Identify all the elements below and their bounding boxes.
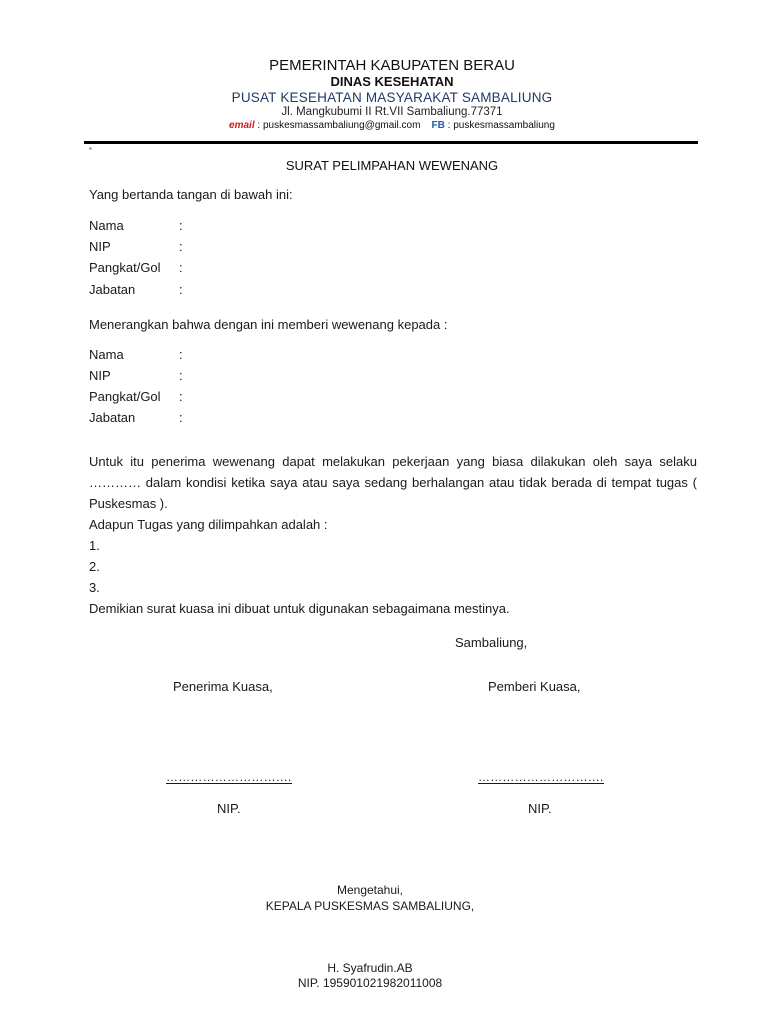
letterhead-contact [80,120,704,131]
grantor-rank-colon: : [179,260,183,275]
receiver-nip: NIP. [217,801,241,816]
divider-mark-icon: ▪ [89,144,92,153]
receiver-label: Penerima Kuasa, [173,679,273,694]
head-nip: NIP. 195901021982011008 [297,976,443,990]
giver-nip: NIP. [528,801,552,816]
ack-title: KEPALA PUSKESMAS SAMBALIUNG, [265,899,475,913]
intro-text: Yang bertanda tangan di bawah ini: [89,187,293,202]
fb-value: : puskesmassambaliung [447,120,555,131]
grantee-rank-label: Pangkat/Gol [89,389,161,404]
head-name: H. Syafrudin.AB [327,961,413,975]
grantee-rank-colon: : [179,389,183,404]
letterhead-institution: PUSAT KESEHATAN MASYARAKAT SAMBALIUNG [231,90,553,105]
email-value: : puskesmassambaliung@gmail.com [257,120,421,131]
giver-signature-line: …………………………. [478,770,604,784]
grantee-name-colon: : [179,347,183,362]
grantee-nip-label: NIP [89,368,111,383]
grantee-position-colon: : [179,410,183,425]
grantor-name-label: Nama [89,218,124,233]
body-section [89,451,697,619]
receiver-signature-line: …………………………. [166,770,292,784]
closing-text: Demikian surat kuasa ini dibuat untuk digunakan sebagaimana mestinya. [89,601,510,616]
letterhead-address: Jl. Mangkubumi II Rt.VII Sambaliung.77371 [281,106,503,118]
fb-label: FB [431,120,445,131]
body-paragraph: Untuk itu penerima wewenang dapat melakukan pekerjaan yang biasa dilakukan oleh saya selaku ………… dalam kondisi ketika saya atau saya sedang berhalangan atau tidak berada di tempat tugas ( Puskesmas ). [89,454,697,511]
email-label: email [229,120,255,131]
grantor-rank-label: Pangkat/Gol [89,260,161,275]
task-item: 3. [89,580,100,595]
grantor-position-colon: : [179,282,183,297]
grantee-name-label: Nama [89,347,124,362]
statement-text: Menerangkan bahwa dengan ini memberi wewenang kepada : [89,317,448,332]
document-title: SURAT PELIMPAHAN WEWENANG [285,158,499,173]
task-item: 1. [89,538,100,553]
giver-label: Pemberi Kuasa, [488,679,581,694]
letterhead-divider [84,141,698,144]
grantee-position-label: Jabatan [89,410,136,425]
grantee-nip-colon: : [179,368,183,383]
grantor-nip-colon: : [179,239,183,254]
ack-label: Mengetahui, [336,883,404,897]
grantor-name-colon: : [179,218,183,233]
grantor-position-label: Jabatan [89,282,136,297]
letterhead-government: PEMERINTAH KABUPATEN BERAU [269,57,515,74]
task-item: 2. [89,559,100,574]
grantor-nip-label: NIP [89,239,111,254]
sign-place: Sambaliung, [455,635,528,650]
letterhead-department: DINAS KESEHATAN [330,74,454,89]
tasks-intro: Adapun Tugas yang dilimpahkan adalah : [89,517,328,532]
